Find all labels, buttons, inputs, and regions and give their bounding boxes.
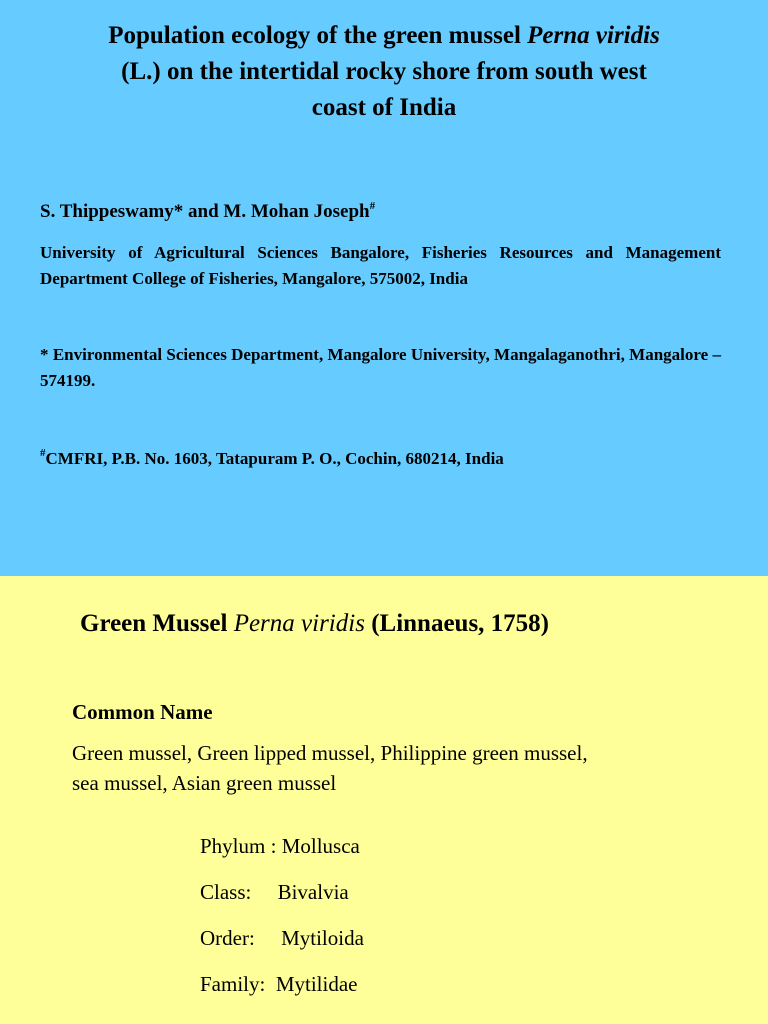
common-names-text: Green mussel, Green lipped mussel, Philippine green mussel, sea mussel, Asian green mussel (72, 741, 588, 795)
taxonomy-rank: Order: (200, 926, 255, 950)
taxonomy-rank: Phylum (200, 834, 266, 858)
author-2-name: M. Mohan Joseph (223, 201, 370, 222)
title-line1-text: Population ecology of the green mussel (108, 22, 528, 49)
affiliation-2-text: * Environmental Sciences Department, Mangalore University, Mangalaganothri, Mangalore – 574199. (40, 345, 721, 390)
taxonomy-value: Mytiloida (281, 926, 364, 950)
affiliation-3-mark: # (40, 447, 46, 460)
heading-authority: (Linnaeus, 1758) (364, 610, 549, 637)
taxonomy-row-order (200, 922, 364, 968)
taxonomy-separator: : (265, 834, 282, 858)
author-1-name: S. Thippeswamy (40, 201, 174, 222)
taxonomy-separator (265, 972, 276, 996)
taxonomy-separator (255, 926, 281, 950)
taxonomy-value: Mytilidae (275, 972, 358, 996)
affiliation-2 (40, 342, 721, 394)
common-name-label: Common Name (72, 700, 213, 724)
taxonomy-row-class (200, 876, 364, 922)
taxonomy-row-phylum (200, 830, 364, 876)
slide-1-title (20, 18, 748, 126)
slide-2 (0, 576, 768, 1024)
taxonomy-row-family (200, 968, 364, 1014)
taxonomy-value: Bivalvia (277, 880, 349, 904)
affiliation-1-text: University of Agricultural Sciences Bangalore, Fisheries Resources and Management Department College of Fisheries, Mangalore, 575002, India (40, 243, 721, 288)
taxonomy-rank: Class: (200, 880, 252, 904)
affiliation-3-text: CMFRI, P.B. No. 1603, Tatapuram P. O., Cochin, 680214, India (45, 449, 504, 468)
taxonomy-value: Mollusca (281, 834, 360, 858)
taxonomy-rank: Family: (200, 972, 266, 996)
affiliation-1 (40, 240, 721, 292)
authors-conjunction: and (183, 201, 224, 222)
title-species-name: Perna viridis (527, 22, 660, 49)
authors-line (40, 198, 375, 226)
author-1-mark: * (173, 201, 184, 222)
slide-2-heading (80, 608, 549, 640)
title-line2-text: (L.) on the intertidal rocky shore from south west (121, 58, 647, 85)
heading-species-name: Perna viridis (233, 610, 365, 637)
taxonomy-separator (251, 880, 277, 904)
author-2-mark: # (369, 199, 376, 212)
title-line3-text: coast of India (311, 94, 457, 121)
taxonomy-list (200, 830, 364, 1014)
affiliation-3 (40, 446, 721, 472)
heading-common-name: Green Mussel (80, 610, 234, 637)
